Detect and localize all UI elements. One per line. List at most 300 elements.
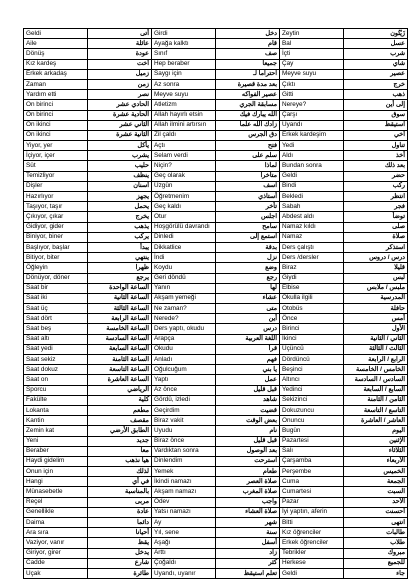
turkish-word-cell: Nerede? — [152, 314, 216, 324]
table-row — [24, 568, 408, 578]
arabic-word-cell: الخميس — [344, 467, 408, 477]
arabic-word-cell: الرابع / الرابعة — [344, 355, 408, 365]
turkish-word-cell: Ne zaman? — [152, 304, 216, 314]
turkish-word-cell: Daima — [24, 518, 88, 528]
arabic-word-cell: شاي — [344, 59, 408, 69]
table-row — [24, 222, 408, 232]
turkish-word-cell: Vaziyor, vanır — [24, 538, 88, 548]
turkish-word-cell: Okulla ilgili — [280, 293, 344, 303]
arabic-word-cell: ركب — [344, 181, 408, 191]
arabic-word-cell: قبل قليل — [216, 385, 280, 395]
turkish-word-cell: Geç kaldı — [152, 202, 216, 212]
turkish-word-cell: Otur — [152, 212, 216, 222]
arabic-word-cell: واجب — [216, 497, 280, 507]
table-row — [24, 304, 408, 314]
vocabulary-page — [23, 28, 405, 579]
arabic-word-cell: يذهب — [88, 222, 152, 232]
turkish-word-cell: Arttı — [152, 548, 216, 558]
table-row — [24, 39, 408, 49]
table-row — [24, 90, 408, 100]
arabic-word-cell: الساعة الرابعة — [88, 314, 152, 324]
turkish-word-cell: Gitti — [280, 90, 344, 100]
arabic-word-cell: كلية — [88, 395, 152, 405]
table-row — [24, 314, 408, 324]
turkish-word-cell: Saat dokuz — [24, 365, 88, 375]
arabic-word-cell: الأحد — [344, 497, 408, 507]
arabic-word-cell: زميل — [88, 69, 152, 79]
table-row — [24, 507, 408, 517]
arabic-word-cell: احتراما لـ — [216, 69, 280, 79]
turkish-word-cell: Çoğaldı — [152, 558, 216, 568]
arabic-word-cell: الأول — [344, 324, 408, 334]
turkish-word-cell: Geri döndü — [152, 273, 216, 283]
table-row — [24, 538, 408, 548]
arabic-word-cell: بالمناسبة — [88, 487, 152, 497]
arabic-word-cell: يا بني — [216, 365, 280, 375]
turkish-word-cell: Hazırlıyor — [24, 192, 88, 202]
arabic-word-cell: يرجع — [88, 273, 152, 283]
arabic-word-cell: ينظف — [88, 171, 152, 181]
arabic-word-cell: أمس — [344, 314, 408, 324]
arabic-word-cell: بعد الوصول — [216, 446, 280, 456]
arabic-word-cell: متأخرا — [216, 171, 280, 181]
arabic-word-cell: طعام — [216, 467, 280, 477]
turkish-word-cell: Namaz kıldı — [280, 222, 344, 232]
turkish-word-cell: Uyandı — [280, 120, 344, 130]
turkish-word-cell: Giydi — [280, 273, 344, 283]
arabic-word-cell: جديد — [88, 436, 152, 446]
arabic-word-cell: أخي — [344, 130, 408, 140]
turkish-word-cell: Çay — [280, 59, 344, 69]
turkish-word-cell: Dokuzuncu — [280, 405, 344, 415]
turkish-word-cell: Dönüş — [24, 49, 88, 59]
turkish-word-cell: On ikinci — [24, 120, 88, 130]
turkish-word-cell: Saat iki — [24, 293, 88, 303]
turkish-word-cell: Saat üç — [24, 304, 88, 314]
turkish-word-cell: Akşam yemeği — [152, 293, 216, 303]
turkish-word-cell: Yemek — [152, 467, 216, 477]
arabic-word-cell: الثانية عشرة — [88, 130, 152, 140]
arabic-word-cell: طائرة — [88, 568, 152, 578]
arabic-word-cell: دائما — [88, 518, 152, 528]
turkish-word-cell: Erkek arkadaş — [24, 69, 88, 79]
table-row — [24, 29, 408, 39]
turkish-word-cell: Hoşgörülü davrandı — [152, 222, 216, 232]
turkish-word-cell: Allah ilmini artırsın — [152, 120, 216, 130]
turkish-word-cell: On birinci — [24, 110, 88, 120]
arabic-word-cell: دخل — [216, 29, 280, 39]
arabic-word-cell: الأربعاء — [344, 456, 408, 466]
table-row — [24, 456, 408, 466]
table-row — [24, 69, 408, 79]
arabic-word-cell: فجر — [344, 202, 408, 212]
arabic-word-cell: الحادية عشرة — [88, 110, 152, 120]
turkish-word-cell: Fakülte — [24, 395, 88, 405]
turkish-word-cell: Geldi — [280, 171, 344, 181]
table-row — [24, 395, 408, 405]
turkish-word-cell: Yiyor, yer — [24, 141, 88, 151]
arabic-word-cell: طالبات — [344, 528, 408, 538]
turkish-word-cell: Gördü, izledi — [152, 395, 216, 405]
turkish-word-cell: Saat bir — [24, 283, 88, 293]
turkish-word-cell: Genellikle — [24, 507, 88, 517]
turkish-word-cell: Sekizinci — [280, 395, 344, 405]
arabic-word-cell: حافلة — [344, 304, 408, 314]
turkish-word-cell: Münasebetle — [24, 487, 88, 497]
turkish-word-cell: Yedi — [280, 141, 344, 151]
table-row — [24, 283, 408, 293]
turkish-word-cell: Çıkıyor, çıkar — [24, 212, 88, 222]
table-row — [24, 181, 408, 191]
table-row — [24, 151, 408, 161]
turkish-word-cell: Dinledi — [152, 232, 216, 242]
arabic-word-cell: الساعة الثانية — [88, 293, 152, 303]
table-row — [24, 202, 408, 212]
turkish-word-cell: Sabah — [280, 202, 344, 212]
turkish-word-cell: Çarşı — [280, 110, 344, 120]
turkish-word-cell: Öğleyin — [24, 263, 88, 273]
turkish-word-cell: Aşağı — [152, 538, 216, 548]
arabic-word-cell: عمل — [216, 375, 280, 385]
arabic-word-cell: تناول — [344, 141, 408, 151]
arabic-word-cell: يبدأ — [88, 242, 152, 252]
turkish-word-cell: Az önce — [152, 385, 216, 395]
turkish-word-cell: Erkek kardeşim — [280, 130, 344, 140]
arabic-word-cell: انتهى — [344, 518, 408, 528]
arabic-word-cell: قام — [216, 39, 280, 49]
arabic-word-cell: استذكر — [344, 242, 408, 252]
arabic-word-cell: يأكل — [88, 141, 152, 151]
arabic-word-cell: يخرج — [88, 212, 152, 222]
arabic-word-cell: عسل — [344, 39, 408, 49]
turkish-word-cell: Zemin kat — [24, 426, 88, 436]
arabic-word-cell: سوق — [344, 110, 408, 120]
arabic-word-cell: الساعة الواحدة — [88, 283, 152, 293]
table-row — [24, 355, 408, 365]
turkish-word-cell: Hep beraber — [152, 59, 216, 69]
table-row — [24, 171, 408, 181]
arabic-word-cell: درس / دروس — [344, 253, 408, 263]
turkish-word-cell: Üzgün — [152, 181, 216, 191]
arabic-word-cell: السابع / السابعة — [344, 385, 408, 395]
table-row — [24, 487, 408, 497]
turkish-word-cell: İkindi namazı — [152, 477, 216, 487]
turkish-word-cell: Birinci — [280, 324, 344, 334]
vocabulary-table — [23, 28, 408, 579]
arabic-word-cell: آسف — [216, 181, 280, 191]
turkish-word-cell: Salı — [280, 446, 344, 456]
arabic-word-cell: صلاة العصر — [216, 477, 280, 487]
turkish-word-cell: Bitti — [280, 518, 344, 528]
turkish-word-cell: Bekledi — [280, 192, 344, 202]
turkish-word-cell: Temizliyor — [24, 171, 88, 181]
arabic-word-cell: ينتهي — [88, 253, 152, 263]
arabic-word-cell: الثامن / الثامنة — [344, 395, 408, 405]
turkish-word-cell: Abdest aldı — [280, 212, 344, 222]
arabic-word-cell: توضأ — [344, 212, 408, 222]
turkish-word-cell: Nereye? — [280, 100, 344, 110]
arabic-word-cell: صلاة المغرب — [216, 487, 280, 497]
arabic-word-cell: عصير الفواكه — [216, 90, 280, 100]
arabic-word-cell: هيا نذهب — [88, 456, 152, 466]
turkish-word-cell: Bindi — [280, 181, 344, 191]
turkish-word-cell: Tebrikler — [280, 548, 344, 558]
table-row — [24, 141, 408, 151]
arabic-word-cell: قبل قليل — [216, 436, 280, 446]
arabic-word-cell: زمن — [88, 79, 152, 89]
arabic-word-cell: بدقة — [216, 242, 280, 252]
turkish-word-cell: Dördüncü — [280, 355, 344, 365]
turkish-word-cell: Yedinci — [280, 385, 344, 395]
turkish-word-cell: Pazar — [280, 497, 344, 507]
turkish-word-cell: Zil çaldı — [152, 130, 216, 140]
turkish-word-cell: Oğulcuğum — [152, 365, 216, 375]
table-row — [24, 477, 408, 487]
arabic-word-cell: انتظر — [344, 192, 408, 202]
arabic-word-cell: اليوم — [344, 426, 408, 436]
arabic-word-cell: أسنان — [88, 181, 152, 191]
turkish-word-cell: İçiyor, içer — [24, 151, 88, 161]
table-row — [24, 242, 408, 252]
arabic-word-cell: صلى — [344, 222, 408, 232]
turkish-word-cell: Beraber — [24, 446, 88, 456]
turkish-word-cell: Cuma — [280, 477, 344, 487]
turkish-word-cell: Girdi — [152, 29, 216, 39]
turkish-word-cell: Dinlendim — [152, 456, 216, 466]
arabic-word-cell: للجميع — [344, 558, 408, 568]
turkish-word-cell: Herkese — [280, 558, 344, 568]
turkish-word-cell: Geldi — [24, 29, 88, 39]
turkish-word-cell: Allah hayırlı etsin — [152, 110, 216, 120]
turkish-word-cell: Saat on — [24, 375, 88, 385]
arabic-word-cell: الساعة الثالثة — [88, 304, 152, 314]
arabic-word-cell: أتى — [88, 29, 152, 39]
turkish-word-cell: İyi yaptın, aferin — [280, 507, 344, 517]
arabic-word-cell: سلم على — [216, 151, 280, 161]
turkish-word-cell: Sporcu — [24, 385, 88, 395]
arabic-word-cell: أحسنت — [344, 507, 408, 517]
table-row — [24, 548, 408, 558]
arabic-word-cell: عشاء — [216, 293, 280, 303]
arabic-word-cell: خرج — [344, 79, 408, 89]
turkish-word-cell: Çıktı — [280, 79, 344, 89]
arabic-word-cell: أخت — [88, 59, 152, 69]
turkish-word-cell: Selam verdi — [152, 151, 216, 161]
table-row — [24, 375, 408, 385]
turkish-word-cell: Giriyor, girer — [24, 548, 88, 558]
table-row — [24, 49, 408, 59]
arabic-word-cell: السادس / السادسة — [344, 375, 408, 385]
arabic-word-cell: فهم — [216, 355, 280, 365]
turkish-word-cell: Perşembe — [280, 467, 344, 477]
turkish-word-cell: Zeytin — [280, 29, 344, 39]
turkish-word-cell: Kız kardeş — [24, 59, 88, 69]
turkish-word-cell: Altıncı — [280, 375, 344, 385]
arabic-word-cell: مربى — [88, 497, 152, 507]
arabic-word-cell: الجمعة — [344, 477, 408, 487]
table-row — [24, 528, 408, 538]
turkish-word-cell: Ders /dersler — [280, 253, 344, 263]
table-row — [24, 79, 408, 89]
arabic-word-cell: عادة — [88, 507, 152, 517]
table-row — [24, 110, 408, 120]
turkish-word-cell: Zaman — [24, 79, 88, 89]
arabic-word-cell: الحادي عشر — [88, 100, 152, 110]
turkish-word-cell: Yıl, sene — [152, 528, 216, 538]
arabic-word-cell: الساعة السادسة — [88, 334, 152, 344]
turkish-word-cell: Niçin? — [152, 161, 216, 171]
arabic-word-cell: تعلم استيقظ — [216, 568, 280, 578]
turkish-word-cell: Bugün — [280, 426, 344, 436]
turkish-word-cell: Namaz — [280, 232, 344, 242]
table-row — [24, 130, 408, 140]
arabic-word-cell: الله يبارك فيك — [216, 110, 280, 120]
turkish-word-cell: Arapça — [152, 334, 216, 344]
turkish-word-cell: Vardıktan sonra — [152, 446, 216, 456]
turkish-word-cell: İkinci — [280, 334, 344, 344]
turkish-word-cell: Öğretmenim — [152, 192, 216, 202]
table-row — [24, 263, 408, 273]
table-row — [24, 293, 408, 303]
turkish-word-cell: Onuncu — [280, 416, 344, 426]
arabic-word-cell: صلاة العشاء — [216, 507, 280, 517]
arabic-word-cell: وضع — [216, 263, 280, 273]
table-row — [24, 467, 408, 477]
arabic-word-cell: الطابق الأرضي — [88, 426, 152, 436]
arabic-word-cell: الساعة الخامسة — [88, 324, 152, 334]
arabic-word-cell: شهر — [216, 518, 280, 528]
turkish-word-cell: Dönüyor, döner — [24, 273, 88, 283]
table-row — [24, 273, 408, 283]
turkish-word-cell: Yeni — [24, 436, 88, 446]
turkish-word-cell: Biraz — [280, 263, 344, 273]
arabic-word-cell: ظهرا — [88, 263, 152, 273]
arabic-word-cell: السبت — [344, 487, 408, 497]
arabic-word-cell: نزل — [216, 253, 280, 263]
arabic-word-cell: متى — [216, 304, 280, 314]
arabic-word-cell: الثلاثاء — [344, 446, 408, 456]
turkish-word-cell: Az sonra — [152, 79, 216, 89]
arabic-word-cell: مسابقة الجري — [216, 100, 280, 110]
arabic-word-cell: قليلا — [344, 263, 408, 273]
turkish-word-cell: Yardım etti — [24, 90, 88, 100]
arabic-word-cell: صف — [216, 49, 280, 59]
turkish-word-cell: Ayağa kalktı — [152, 39, 216, 49]
arabic-word-cell: اجلس — [216, 212, 280, 222]
turkish-word-cell: Hangi — [24, 477, 88, 487]
turkish-word-cell: Biraz vakit — [152, 416, 216, 426]
turkish-word-cell: Bundan sonra — [280, 161, 344, 171]
turkish-word-cell: Kantin — [24, 416, 88, 426]
turkish-word-cell: Süt — [24, 161, 88, 171]
arabic-word-cell: نصر — [88, 90, 152, 100]
arabic-word-cell: شاهد — [216, 395, 280, 405]
arabic-word-cell: صلاة — [344, 232, 408, 242]
arabic-word-cell: لها — [216, 283, 280, 293]
vocabulary-table-body — [24, 29, 408, 579]
table-row — [24, 385, 408, 395]
arabic-word-cell: لذلك — [88, 467, 152, 477]
turkish-word-cell: Uçak — [24, 568, 88, 578]
arabic-word-cell: بعد مدة قصيرة — [216, 79, 280, 89]
turkish-word-cell: Geçirdim — [152, 405, 216, 415]
arabic-word-cell: سامح — [216, 222, 280, 232]
turkish-word-cell: Geç olarak — [152, 171, 216, 181]
arabic-word-cell: الخامس / الخامسة — [344, 365, 408, 375]
arabic-word-cell: الساعة الثامنة — [88, 355, 152, 365]
arabic-word-cell: الثاني عشر — [88, 120, 152, 130]
arabic-word-cell: يشرب — [88, 151, 152, 161]
arabic-word-cell: مقصف — [88, 416, 152, 426]
turkish-word-cell: Ay — [152, 518, 216, 528]
turkish-word-cell: Elbise — [280, 283, 344, 293]
arabic-word-cell: درس — [216, 324, 280, 334]
arabic-word-cell: عودة — [88, 49, 152, 59]
turkish-word-cell: Anladı — [152, 355, 216, 365]
turkish-word-cell: İndi — [152, 253, 216, 263]
turkish-word-cell: Gidiyor, gider — [24, 222, 88, 232]
arabic-word-cell: فتح — [216, 141, 280, 151]
table-row — [24, 59, 408, 69]
arabic-word-cell: عائلة — [88, 39, 152, 49]
turkish-word-cell: Saat beş — [24, 324, 88, 334]
turkish-word-cell: Okudu — [152, 344, 216, 354]
arabic-word-cell: تأخر — [216, 202, 280, 212]
arabic-word-cell: دق الجرس — [216, 130, 280, 140]
table-row — [24, 497, 408, 507]
arabic-word-cell: يركب — [88, 232, 152, 242]
arabic-word-cell: شرب — [344, 49, 408, 59]
arabic-word-cell: زَيْتُون — [344, 29, 408, 39]
table-row — [24, 365, 408, 375]
turkish-word-cell: Uyandı, uyanır — [152, 568, 216, 578]
turkish-word-cell: Reçel — [24, 497, 88, 507]
turkish-word-cell: Aldı — [280, 151, 344, 161]
arabic-word-cell: إلى أين — [344, 100, 408, 110]
turkish-word-cell: Akşam namazı — [152, 487, 216, 497]
arabic-word-cell: رجع — [216, 273, 280, 283]
turkish-word-cell: Ödev — [152, 497, 216, 507]
arabic-word-cell: عصير — [344, 69, 408, 79]
table-row — [24, 436, 408, 446]
turkish-word-cell: Saat sekiz — [24, 355, 88, 365]
turkish-word-cell: Ara sıra — [24, 528, 88, 538]
arabic-word-cell: أستاذي — [216, 192, 280, 202]
arabic-word-cell: في أي — [88, 477, 152, 487]
arabic-word-cell: العاشر / العاشرة — [344, 416, 408, 426]
arabic-word-cell: زاد — [216, 548, 280, 558]
arabic-word-cell: مبروك — [344, 548, 408, 558]
turkish-word-cell: Onun için — [24, 467, 88, 477]
arabic-word-cell: قضيت — [216, 405, 280, 415]
arabic-word-cell: زادك الله علما — [216, 120, 280, 130]
turkish-word-cell: Cadde — [24, 558, 88, 568]
arabic-word-cell: الإثنين — [344, 436, 408, 446]
turkish-word-cell: Biniyor, biner — [24, 232, 88, 242]
arabic-word-cell: حضر — [344, 171, 408, 181]
turkish-word-cell: Başlıyor, başlar — [24, 242, 88, 252]
turkish-word-cell: Uyudu — [152, 426, 216, 436]
table-row — [24, 518, 408, 528]
turkish-word-cell: Ders çalıştı — [280, 242, 344, 252]
turkish-word-cell: Lokanta — [24, 405, 88, 415]
table-row — [24, 120, 408, 130]
arabic-word-cell: قرأ — [216, 344, 280, 354]
turkish-word-cell: Atletizm — [152, 100, 216, 110]
turkish-word-cell: Yanın — [152, 283, 216, 293]
turkish-word-cell: Dikkatlice — [152, 242, 216, 252]
turkish-word-cell: Cumartesi — [280, 487, 344, 497]
